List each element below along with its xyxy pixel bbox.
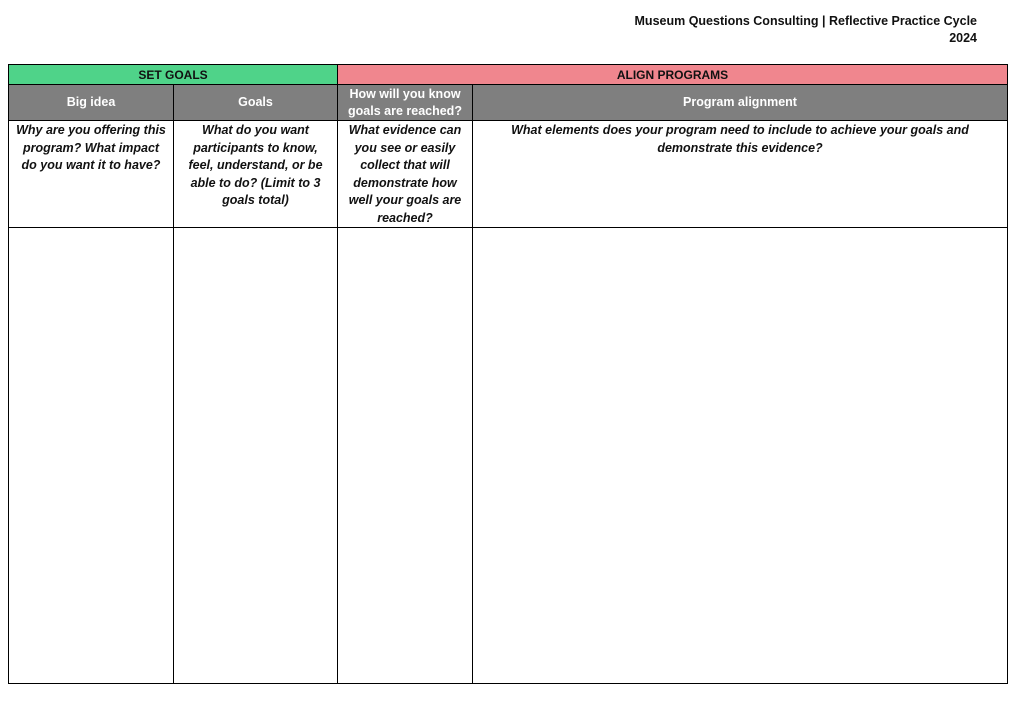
prompt-program-alignment: What elements does your program need to include to achieve your goals and demonstrate this evidence? — [473, 121, 1008, 228]
section-set-goals: SET GOALS — [9, 65, 338, 85]
column-header-big-idea: Big idea — [9, 85, 174, 121]
document-header — [560, 13, 977, 47]
reflective-practice-worksheet — [8, 64, 1008, 684]
entry-big-idea[interactable] — [9, 228, 174, 684]
column-header-evidence: How will you know goals are reached? — [338, 85, 473, 121]
entry-goals[interactable] — [174, 228, 338, 684]
prompt-goals: What do you want participants to know, feel, understand, or be able to do? (Limit to 3 goals total) — [174, 121, 338, 228]
header-title: Museum Questions Consulting | Reflective Practice Cycle — [634, 14, 977, 28]
prompt-big-idea: Why are you offering this program? What impact do you want it to have? — [9, 121, 174, 228]
entry-evidence[interactable] — [338, 228, 473, 684]
entry-row — [9, 228, 1008, 684]
prompt-evidence: What evidence can you see or easily collect that will demonstrate how well your goals are reached? — [338, 121, 473, 228]
header-year: 2024 — [949, 31, 977, 45]
entry-program-alignment[interactable] — [473, 228, 1008, 684]
column-header-program-alignment: Program alignment — [473, 85, 1008, 121]
column-header-row — [9, 85, 1008, 121]
section-align-programs: ALIGN PROGRAMS — [338, 65, 1008, 85]
column-header-goals: Goals — [174, 85, 338, 121]
section-row — [9, 65, 1008, 85]
prompt-row — [9, 121, 1008, 228]
